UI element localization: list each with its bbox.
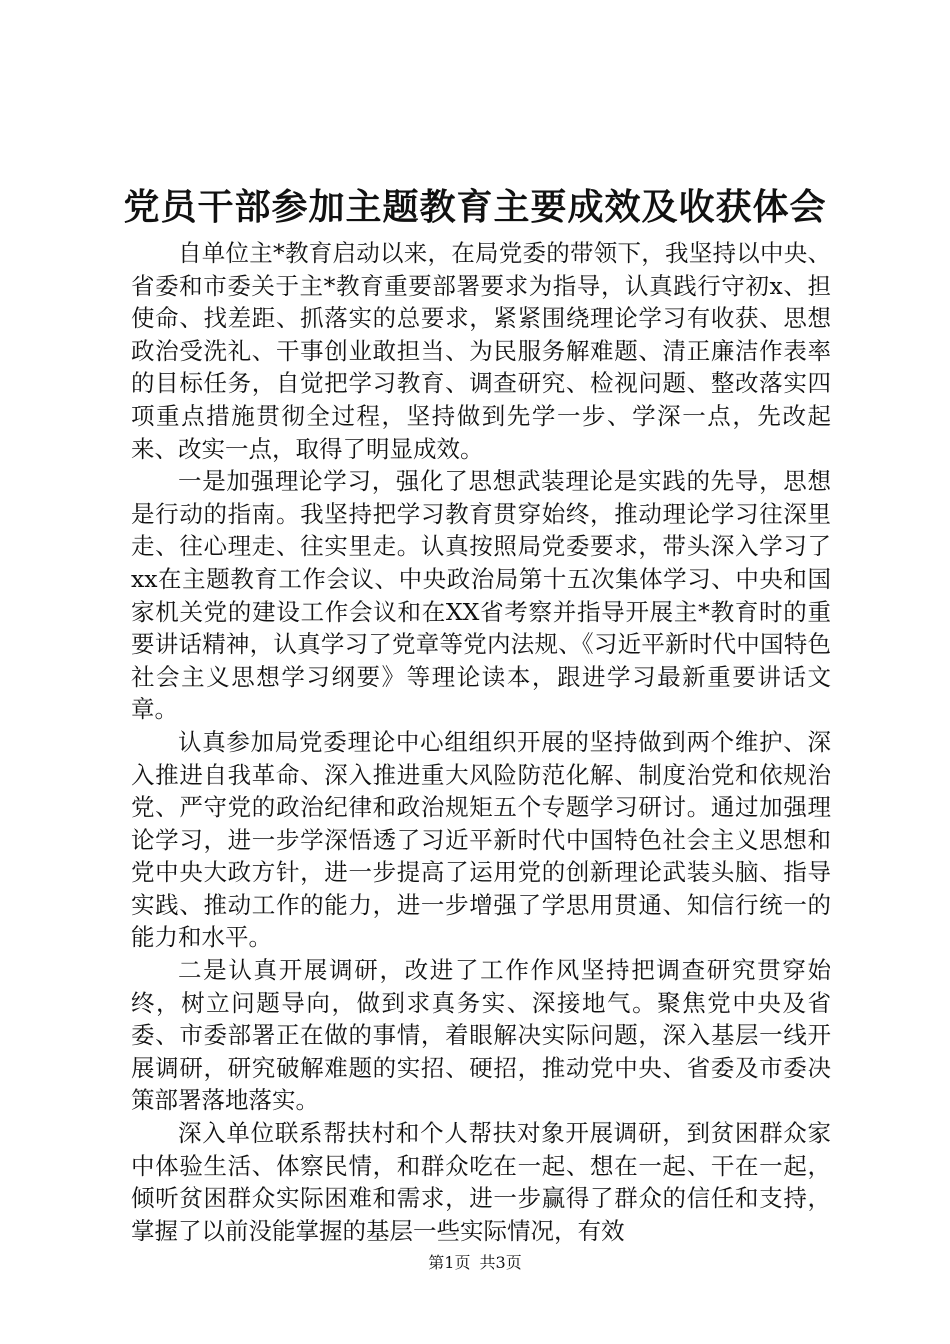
page-footer <box>0 1253 950 1273</box>
page-total: 共3页 <box>479 1253 522 1272</box>
document-title: 党员干部参加主题教育主要成效及收获体会 <box>123 187 827 228</box>
document-body <box>131 237 831 1247</box>
paragraph-theory-study: 一是加强理论学习，强化了思想武装理论是实践的先导，思想是行动的指南。我坚持把学习教育贯穿始终，推动理论学习往深里走、往心理走、往实里走。认真按照局党委要求，带头深入学习了xx在主题教育工作会议、中央政治局第十五次集体学习、中央和国家机关党的建设工作会议和在XX省考察并指导开展主*教育时的重要讲话精神，认真学习了党章等党内法规、《习近平新时代中国特色社会主义思想学习纲要》等理论读本，跟进学习最新重要讲话文章。 <box>131 467 831 724</box>
paragraph-study-seminar: 认真参加局党委理论中心组组织开展的坚持做到两个维护、深入推进自我革命、深入推进重大风险防范化解、制度治党和依规治党、严守党的政治纪律和政治规矩五个专题学习研讨。通过加强理论学习，进一步学深悟透了习近平新时代中国特色社会主义思想和党中央大政方针，进一步提高了运用党的创新理论武装头脑、指导实践、推动工作的能力，进一步增强了学思用贯通、知信行统一的能力和水平。 <box>131 727 831 952</box>
paragraph-intro: 自单位主*教育启动以来，在局党委的带领下，我坚持以中央、省委和市委关于主*教育重要部署要求为指导，认真践行守初x、担使命、找差距、抓落实的总要求，紧紧围绕理论学习有收获、思想政治受洗礼、干事创业敢担当、为民服务解难题、清正廉洁作表率的目标任务，自觉把学习教育、调查研究、检视问题、整改落实四项重点措施贯彻全过程，坚持做到先学一步、学深一点，先改起来、改实一点，取得了明显成效。 <box>131 239 831 463</box>
paragraph-research: 二是认真开展调研，改进了工作作风坚持把调查研究贯穿始终，树立问题导向，做到求真务实、深接地气。聚焦党中央及省委、市委部署正在做的事情，着眼解决实际问题，深入基层一线开展调研，研究破解难题的实招、硬招，推动党中央、省委及市委决策部署落地落实。 <box>131 956 831 1115</box>
page-number: 第1页 <box>428 1253 471 1272</box>
paragraph-field-visit: 深入单位联系帮扶村和个人帮扶对象开展调研，到贫困群众家中体验生活、体察民情，和群众吃在一起、想在一起、干在一起，倾听贫困群众实际困难和需求，进一步赢得了群众的信任和支持，掌握了以前没能掌握的基层一些实际情况，有效 <box>131 1119 831 1245</box>
